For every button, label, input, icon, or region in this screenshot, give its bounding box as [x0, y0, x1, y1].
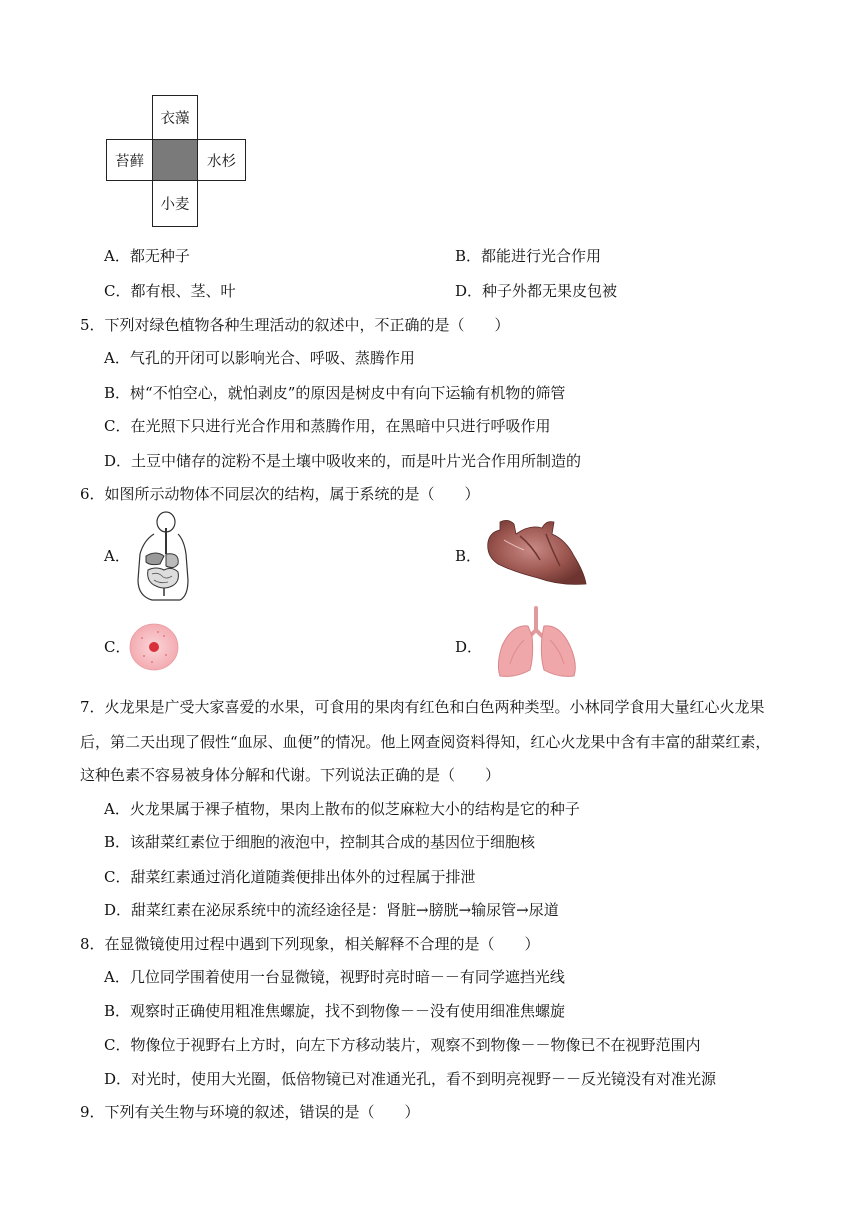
q8-option-d: D．对光时，使用大光圈，低倍物镜已对准通光孔，看不到明亮视野－－反光镜没有对准光源 — [104, 1070, 717, 1088]
q8-stem: 8．在显微镜使用过程中遇到下列现象，相关解释不合理的是（ ） — [80, 935, 540, 953]
q8-option-c: C．物像位于视野右上方时，向左下方移动装片，观察不到物像－－物像已不在视野范围内 — [104, 1036, 701, 1054]
q5-option-d: D．土豆中储存的淀粉不是土壤中吸收来的，而是叶片光合作用所制造的 — [104, 452, 582, 470]
q4-option-d: D．种子外都无果皮包被 — [455, 282, 618, 300]
q7-option-d: D．甜菜红素在泌尿系统中的流经途径是：肾脏→膀胱→输尿管→尿道 — [104, 901, 559, 919]
diagram-cell-center — [152, 139, 198, 181]
q5-option-c: C．在光照下只进行光合作用和蒸腾作用，在黑暗中只进行呼吸作用 — [104, 417, 551, 435]
q4-option-a: A．都无种子 — [104, 247, 190, 265]
q8-option-b: B．观察时正确使用粗准焦螺旋，找不到物像－－没有使用细准焦螺旋 — [104, 1002, 566, 1020]
q6-option-a-label: A． — [104, 547, 130, 565]
q7-stem-line-3: 这种色素不容易被身体分解和代谢。下列说法正确的是（ ） — [80, 766, 501, 784]
diagram-cell-right: 水杉 — [197, 139, 246, 181]
q8-option-a: A．几位同学围着使用一台显微镜，视野时亮时暗－－有同学遮挡光线 — [104, 968, 565, 986]
q5-option-b: B．树“不怕空心，就怕剥皮”的原因是树皮中有向下运输有机物的筛管 — [104, 384, 566, 402]
q5-stem: 5．下列对绿色植物各种生理活动的叙述中，不正确的是（ ） — [80, 316, 510, 334]
cell-image — [128, 622, 180, 672]
q5-option-a: A．气孔的开闭可以影响光合、呼吸、蒸腾作用 — [104, 349, 415, 367]
q7-option-c: C．甜菜红素通过消化道随粪便排出体外的过程属于排泄 — [104, 868, 476, 886]
diagram-cell-bottom: 小麦 — [152, 180, 198, 227]
q7-stem-line-2: 后，第二天出现了假性“血尿、血便”的情况。他上网查阅资料得知，红心火龙果中含有丰富的甜菜红素， — [80, 733, 771, 751]
q7-stem-line-1: 7．火龙果是广受大家喜爱的水果，可食用的果肉有红色和白色两种类型。小林同学食用大量红心火龙果 — [80, 698, 765, 716]
diagram-cell-left: 苔藓 — [106, 139, 153, 181]
q4-option-b: B．都能进行光合作用 — [455, 247, 602, 265]
q7-option-a: A．火龙果属于裸子植物，果肉上散布的似芝麻粒大小的结构是它的种子 — [104, 800, 580, 818]
q9-stem: 9．下列有关生物与环境的叙述，错误的是（ ） — [80, 1103, 420, 1121]
q7-option-b: B．该甜菜红素位于细胞的液泡中，控制其合成的基因位于细胞核 — [104, 833, 536, 851]
q4-option-c: C．都有根、茎、叶 — [104, 282, 236, 300]
diagram-cell-top: 衣藻 — [152, 95, 198, 140]
lungs-image — [494, 606, 580, 680]
digestive-system-image — [126, 510, 192, 602]
q6-stem: 6．如图所示动物体不同层次的结构，属于系统的是（ ） — [80, 485, 480, 503]
heart-image — [480, 516, 590, 588]
plant-cross-diagram — [106, 95, 246, 227]
q6-option-d-label: D． — [455, 638, 483, 656]
q6-option-b-label: B． — [455, 547, 482, 565]
q6-option-c-label: C． — [104, 638, 131, 656]
